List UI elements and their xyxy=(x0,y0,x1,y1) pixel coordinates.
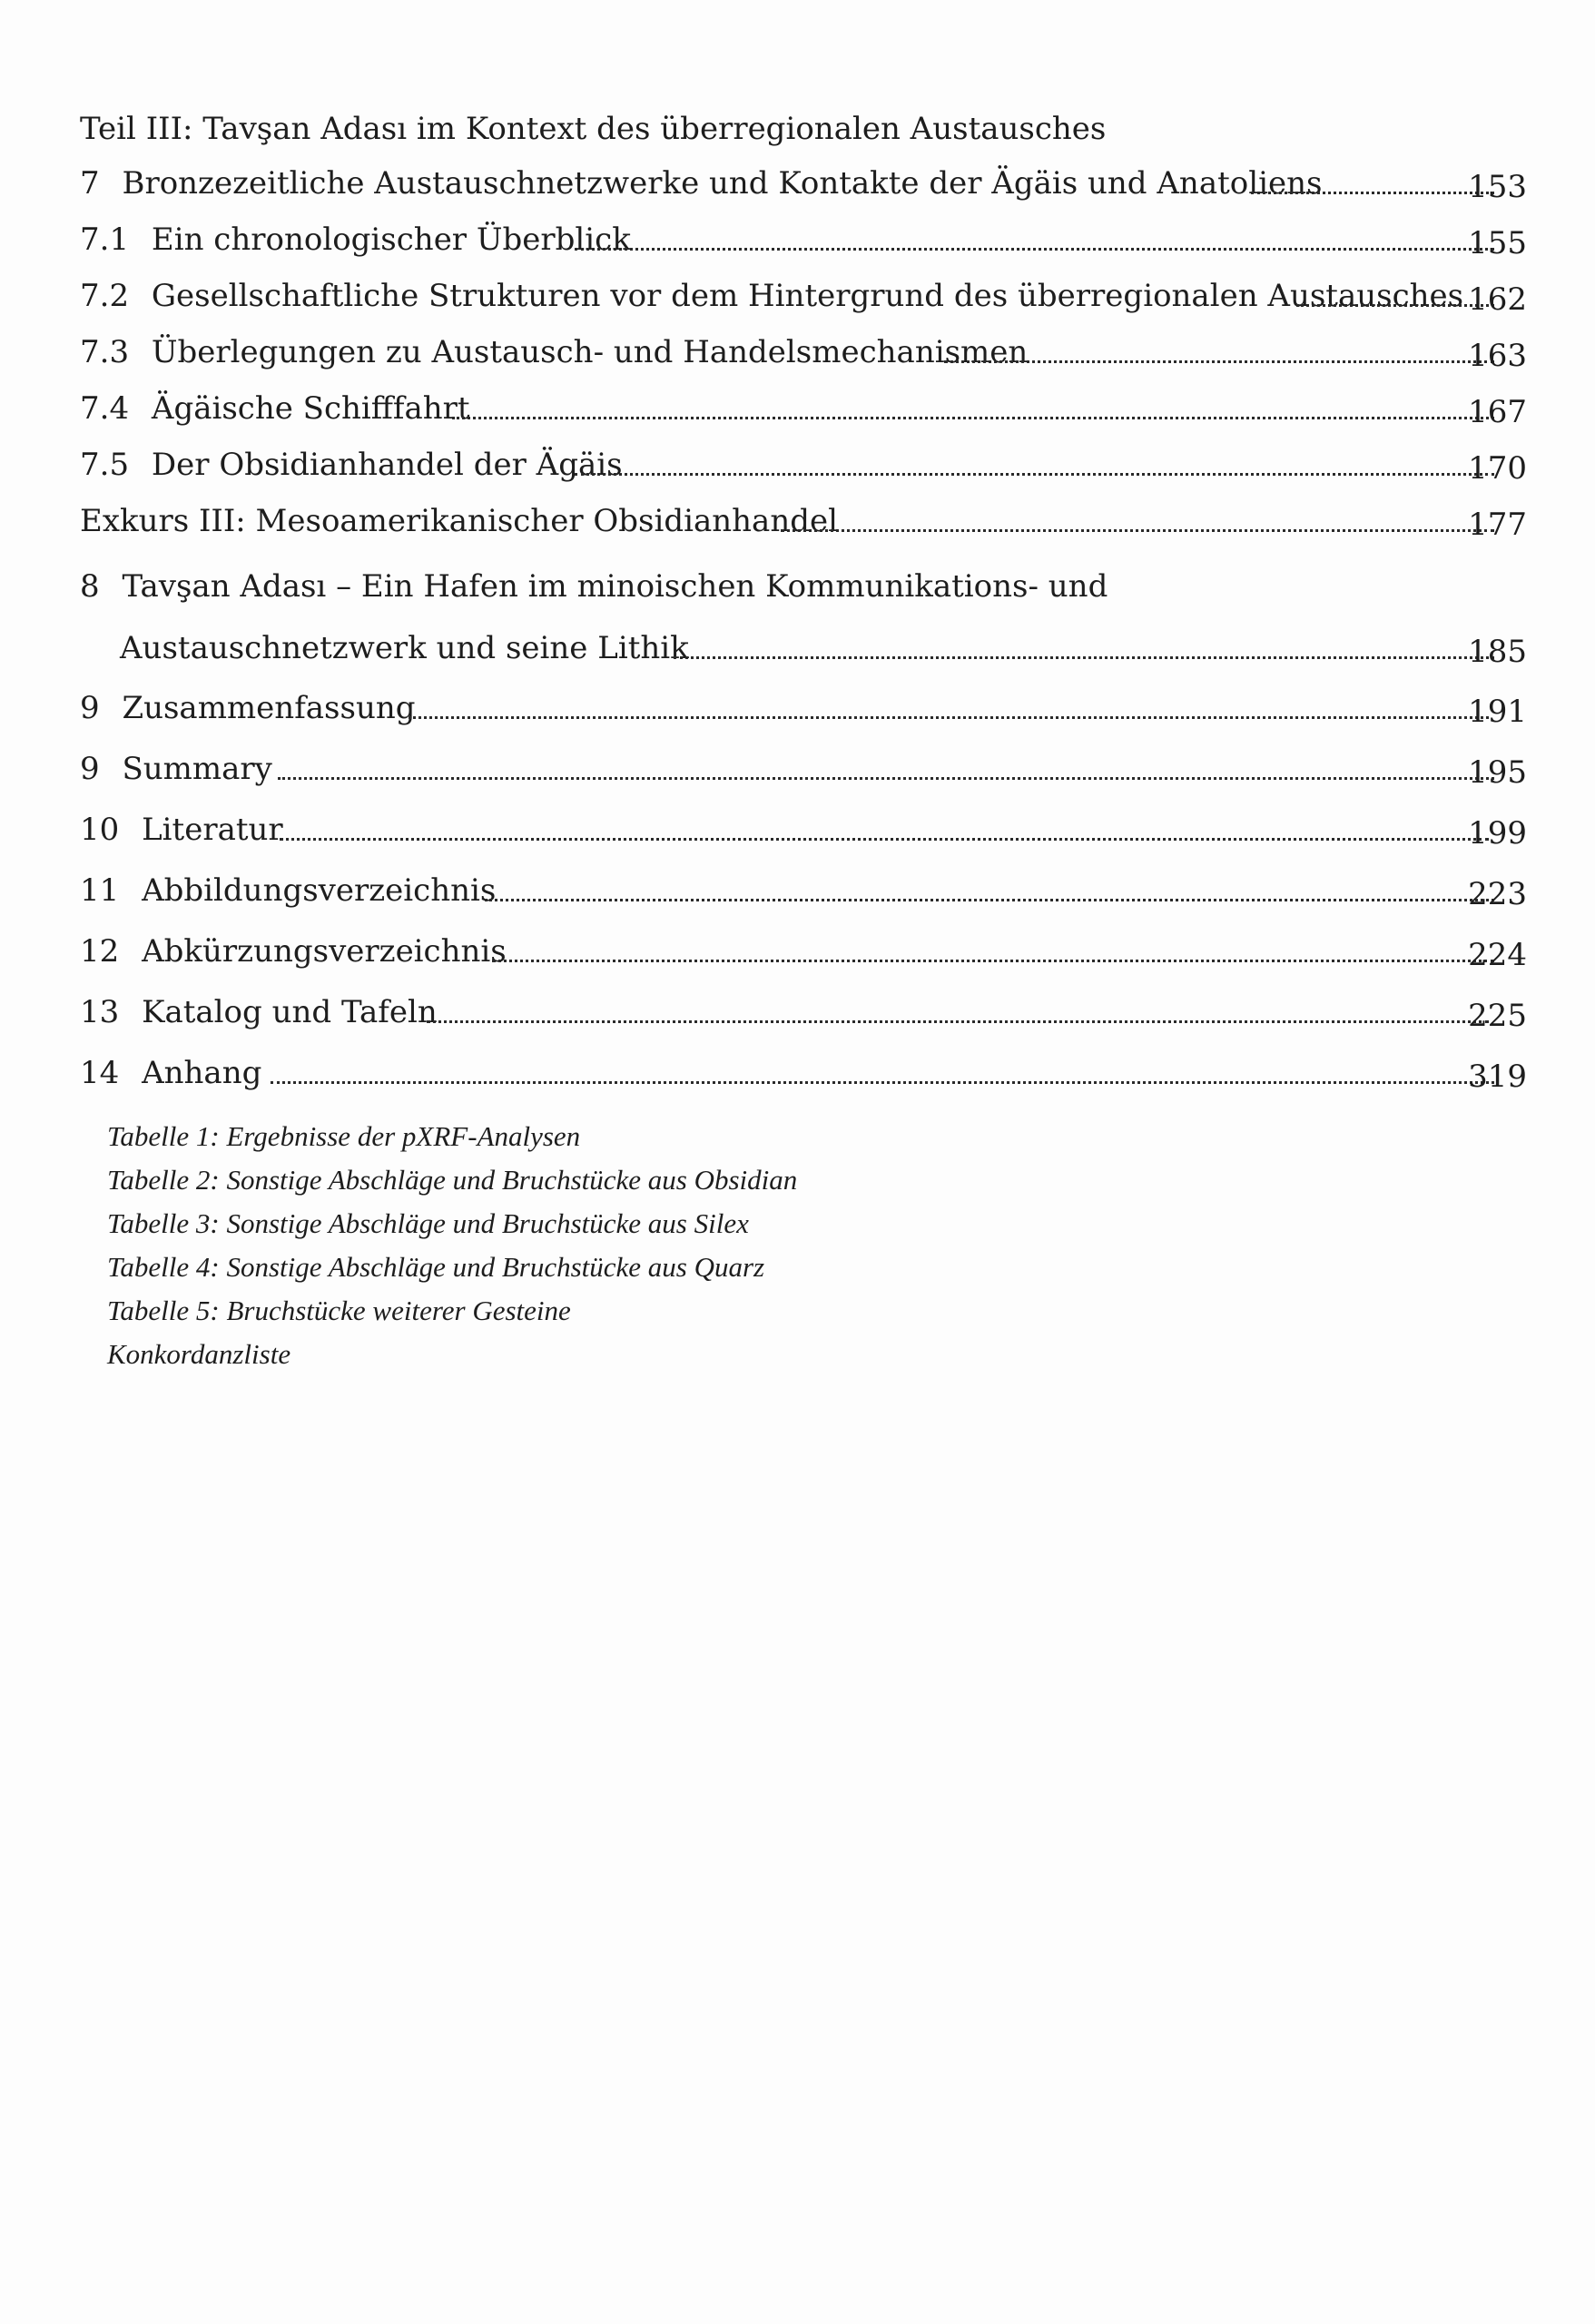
appendix-item: Tabelle 1: Ergebnisse der pXRF-Analysen xyxy=(107,1120,581,1152)
toc-entry xyxy=(80,810,1532,850)
toc-entry-number: 7.1 xyxy=(80,222,130,258)
appendix-item: Konkordanzliste xyxy=(107,1338,291,1370)
toc-entry-page: 167 xyxy=(1468,394,1527,430)
toc-entry-page: 223 xyxy=(1468,876,1527,912)
toc-entry-page: 185 xyxy=(1468,634,1527,670)
toc-entry-page: 163 xyxy=(1468,338,1527,374)
toc-entry xyxy=(80,389,1532,428)
toc-entry-title: Katalog und Tafeln xyxy=(142,994,438,1030)
toc-entry xyxy=(80,445,1532,485)
toc-entry xyxy=(80,931,1532,971)
toc-entry-page: 153 xyxy=(1468,169,1527,205)
toc-entry xyxy=(80,566,1532,606)
appendix-item: Tabelle 4: Sonstige Abschläge und Bruchstücke aus Quarz xyxy=(107,1251,765,1283)
toc-entry-title: Bronzezeitliche Austauschnetzwerke und Kontakte der Ägäis und Anatoliens xyxy=(122,165,1323,202)
toc-entry xyxy=(80,749,1532,789)
part-heading: Teil III: Tavşan Adası im Kontext des überregionalen Austausches xyxy=(80,111,1107,147)
toc-entry xyxy=(80,1053,1532,1093)
toc-entry-title: Abbildungsverzeichnis xyxy=(142,872,497,909)
toc-entry-page: 191 xyxy=(1468,694,1527,730)
toc-entry xyxy=(80,220,1532,260)
toc-entry-title: Ein chronologischer Überblick xyxy=(151,222,631,258)
toc-entry-title: Literatur xyxy=(142,812,283,848)
toc-entry xyxy=(80,688,1532,728)
toc-entry-title: Ägäische Schifffahrt xyxy=(151,390,470,427)
leader-dots xyxy=(492,960,1494,962)
toc-entry xyxy=(80,332,1532,372)
toc-entry-title: Tavşan Adası – Ein Hafen im minoischen Kommunikations- und xyxy=(122,568,1108,605)
toc-entry-continuation xyxy=(120,628,1532,668)
toc-entry-number: 14 xyxy=(80,1055,120,1091)
toc-entry xyxy=(80,501,1532,541)
toc-entry-page: 224 xyxy=(1468,937,1527,973)
leader-dots xyxy=(278,777,1494,780)
toc-entry-title-continuation: Austauschnetzwerk und seine Lithik xyxy=(120,630,689,666)
leader-dots xyxy=(452,417,1494,419)
leader-dots xyxy=(271,1081,1494,1084)
appendix-item: Tabelle 3: Sonstige Abschläge und Bruchstücke aus Silex xyxy=(107,1207,749,1239)
appendix-item: Tabelle 5: Bruchstücke weiterer Gesteine xyxy=(107,1295,571,1326)
leader-dots xyxy=(427,1020,1489,1023)
toc-entry xyxy=(80,871,1532,911)
toc-entry-title: Gesellschaftliche Strukturen vor dem Hintergrund des überregionalen Austausches xyxy=(151,278,1464,314)
toc-entry-title: Abkürzungsverzeichnis xyxy=(142,933,507,970)
toc-entry-title: Exkurs III: Mesoamerikanischer Obsidianhandel xyxy=(80,503,838,539)
appendix-item: Tabelle 2: Sonstige Abschläge und Bruchstücke aus Obsidian xyxy=(107,1164,798,1196)
leader-dots xyxy=(409,716,1489,719)
toc-entry-title: Überlegungen zu Austausch- und Handelsmechanismen xyxy=(151,334,1029,370)
toc-entry-title: Summary xyxy=(122,751,272,787)
toc-entry-number: 7.4 xyxy=(80,390,130,427)
toc-entry-page: 170 xyxy=(1468,450,1527,487)
toc-entry-page: 199 xyxy=(1468,815,1527,852)
toc-entry-number: 7.3 xyxy=(80,334,130,370)
leader-dots xyxy=(781,529,1494,532)
toc-entry-page: 177 xyxy=(1468,507,1527,543)
toc-entry-page: 155 xyxy=(1468,225,1527,261)
leader-dots xyxy=(575,473,1494,476)
toc-entry-title: Der Obsidianhandel der Ägäis xyxy=(151,447,623,483)
toc-entry-number: 7 xyxy=(80,165,100,202)
toc-entry-page: 195 xyxy=(1468,754,1527,791)
toc-entry-number: 9 xyxy=(80,751,100,787)
toc-entry-number: 7.2 xyxy=(80,278,130,314)
toc-entry-page: 225 xyxy=(1468,998,1527,1034)
toc-entry-number: 10 xyxy=(80,812,120,848)
toc-entry-number: 13 xyxy=(80,994,120,1030)
toc-entry xyxy=(80,163,1532,203)
toc-entry-number: 12 xyxy=(80,933,120,970)
leader-dots xyxy=(280,838,1489,841)
toc-entry xyxy=(80,276,1532,316)
leader-dots xyxy=(575,248,1494,251)
toc-entry-page: 319 xyxy=(1468,1059,1527,1095)
leader-dots xyxy=(674,656,1494,659)
toc-entry-title: Zusammenfassung xyxy=(122,690,416,726)
toc-entry-number: 7.5 xyxy=(80,447,130,483)
appendix-table-list xyxy=(107,1115,797,1376)
toc-entry xyxy=(80,992,1532,1032)
toc-entry-number: 9 xyxy=(80,690,100,726)
toc-entry-number: 11 xyxy=(80,872,120,909)
leader-dots xyxy=(944,360,1494,363)
toc-entry-page: 162 xyxy=(1468,281,1527,318)
toc-entry-title: Anhang xyxy=(142,1055,262,1091)
leader-dots xyxy=(485,899,1494,901)
toc-entry-number: 8 xyxy=(80,568,100,605)
